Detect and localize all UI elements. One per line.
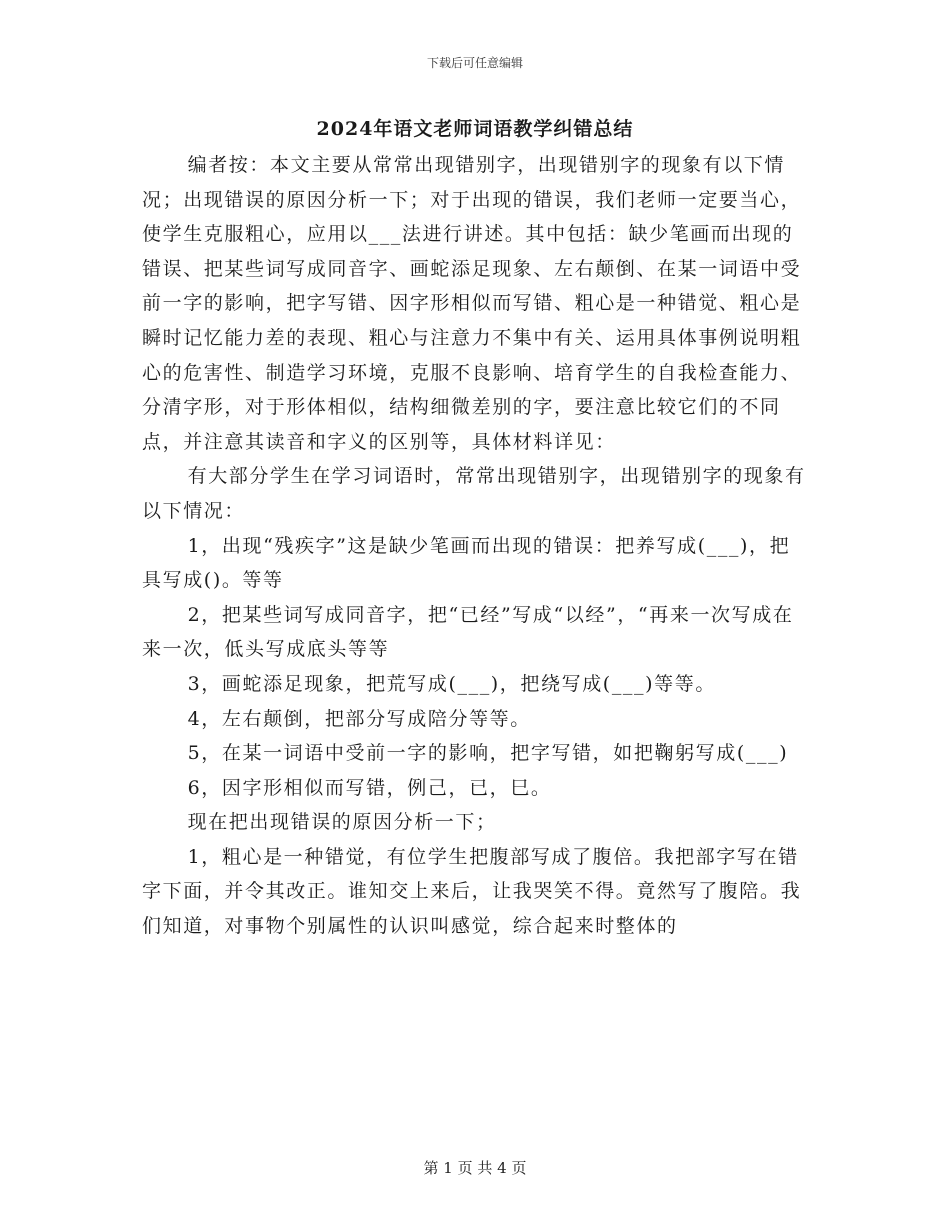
page-header-note: 下载后可任意编辑	[426, 56, 523, 70]
paragraph-item-6: 6，因字形相似而写错，例己，已，巳。	[187, 776, 552, 799]
page-number: 第 1 页 共 4 页	[423, 1159, 527, 1177]
paragraph-cause-intro: 现在把出现错误的原因分析一下；	[187, 811, 497, 834]
paragraph-editor-note: 编者按：本文主要从常常出现错别字，出现错别字的现象有以下情况；出现错误的原因分析一下；对于出现的错误，我们老师一定要当心，使学生克服粗心，应用以___法进行讲述。其中包括：缺少笔画而出现的错误、把某些词写成同音字、画蛇添足现象、左右颠倒、在某一词语中受前一字的影响，把字写错、因字形相似而写错、粗心是一种错觉、粗心是瞬时记忆能力差的表现、粗心与注意力不集中有关、运用具体事例说明粗心的危害性、制造学习环境，克服不良影响、培育学生的自我检查能力、分清字形，对于形体相似，结构细微差别的字，要注意比较它们的不同点，并注意其读音和字义的区别等，具体材料详见：	[142, 154, 802, 453]
paragraph-item-3: 3，画蛇添足现象，把荒写成(___)，把绕写成(___)等等。	[187, 672, 716, 695]
paragraph-intro: 有大部分学生在学习词语时，常常出现错别字，出现错别字的现象有以下情况：	[142, 465, 806, 522]
paragraph-item-5: 5，在某一词语中受前一字的影响，把字写错，如把鞠躬写成(___)	[187, 742, 789, 765]
paragraph-cause-1: 1，粗心是一种错觉，有位学生把腹部写成了腹倍。我把部字写在错字下面，并令其改正。谁知交上来后，让我哭笑不得。竟然写了腹陪。我们知道，对事物个别属性的认识叫感觉，综合起来时整体的	[142, 845, 802, 938]
document-body	[142, 148, 810, 944]
paragraph-item-4: 4，左右颠倒，把部分写成陪分等等。	[187, 707, 531, 730]
paragraph-item-1: 1，出现“残疾字”这是缺少笔画而出现的错误：把养写成(___)，把具写成()。等等	[142, 534, 791, 592]
paragraph-item-2: 2，把某些词写成同音字，把“已经”写成“以经”，“再来一次写成在来一次，低头写成底头等等	[142, 603, 794, 661]
document-title: 2024年语文老师词语教学纠错总结	[316, 118, 634, 140]
